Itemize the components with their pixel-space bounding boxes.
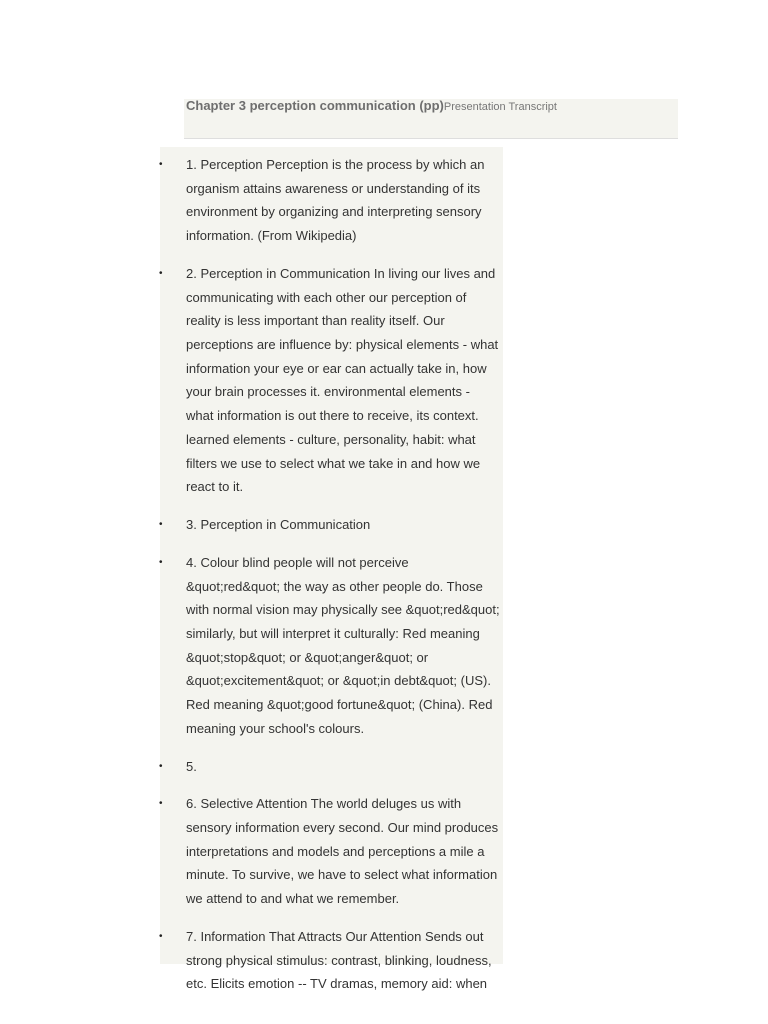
bullet-icon: •	[159, 798, 163, 810]
transcript-item	[160, 153, 503, 248]
transcript-item	[160, 262, 503, 499]
bullet-icon: •	[159, 930, 163, 942]
header-line	[186, 99, 557, 114]
transcript-item-text: 1. Perception Perception is the process by which an organism attains awareness or understanding of its environment by organizing and interpreting sensory information. (From Wikipedia)	[186, 157, 485, 244]
transcript-item-text: 5.	[186, 758, 197, 774]
transcript-item-text: 6. Selective Attention The world deluges us with sensory information every second. Our mind produces interpretations and models and perceptions a mile a minute. To survive, we have to select what information we attend to and what we remember.	[186, 796, 499, 907]
transcript-item-text: 2. Perception in Communication In living our lives and communicating with each other our perception of reality is less important than reality itself. Our perceptions are influence by: physical elements - what information your eye or ear can actually take in, how your brain processes it. environmental elements - what information is out there to receive, its context. learned elements - culture, personality, habit: what filters we use to select what we take in and how we react to it.	[186, 265, 499, 495]
bullet-icon: •	[159, 760, 163, 772]
transcript-item	[160, 755, 503, 779]
bullet-icon: •	[159, 519, 163, 531]
transcript-item	[160, 513, 503, 537]
transcript-item-text: 4. Colour blind people will not perceive &quot;red&quot; the way as other people do. Those with normal vision may physically see &quot;red&quot; similarly, but will interpret it culturally: Red meaning &quot;stop&quot; or &quot;anger&quot; or &quot;excitement&quot; or &quot;in debt&quot; (US). Red meaning &quot;good fortune&quot; (China). Red meaning your school's colours.	[186, 554, 500, 736]
bullet-icon: •	[159, 159, 163, 170]
transcript-item-text: 3. Perception in Communication	[186, 517, 371, 533]
bullet-icon: •	[159, 267, 163, 279]
transcript-item	[160, 925, 503, 996]
transcript-item	[160, 792, 503, 911]
document-title: Chapter 3 perception communication (pp)	[186, 98, 444, 113]
transcript-item-text: 7. Information That Attracts Our Attention Sends out strong physical stimulus: contrast, blinking, loudness, etc. Elicits emotion -- TV dramas, memory aid: when	[186, 928, 492, 992]
document-subtitle: Presentation Transcript	[443, 101, 557, 113]
document-header	[184, 99, 678, 139]
bullet-icon: •	[159, 556, 163, 568]
transcript-item	[160, 551, 503, 741]
transcript-list	[160, 153, 503, 1010]
transcript-panel	[159, 147, 503, 992]
